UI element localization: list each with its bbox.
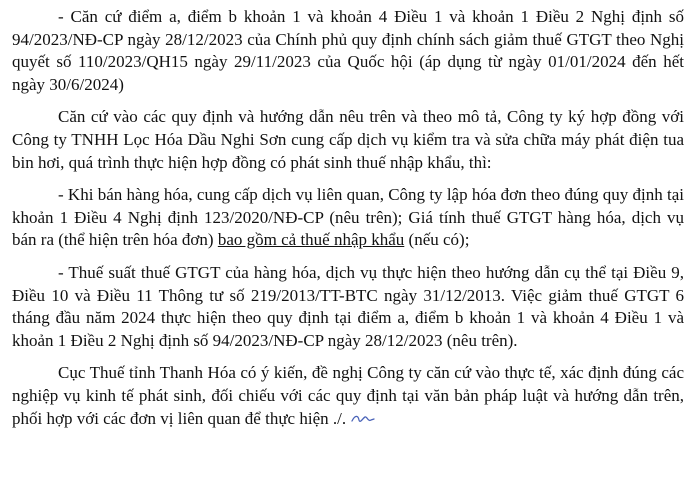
paragraph-legal-basis-decree-94: - Căn cứ điểm a, điểm b khoản 1 và khoản 4 Điều 1 và khoản 1 Điều 2 Nghị định số 94/2023/NĐ-CP ngày 28/12/2023 của Chính phủ quy định chính sách giảm thuế GTGT theo Nghị quyết số 110/2023/QH15 ngày 29/11/2023 của Quốc hội (áp dụng từ ngày 01/01/2024 đến hết ngày 30/6/2024)	[12, 7, 684, 94]
conclusion-text: Cục Thuế tỉnh Thanh Hóa có ý kiến, đề nghị Công ty căn cứ vào thực tế, xác định đúng các nghiệp vụ kinh tế phát sinh, đối chiếu với các quy định tại văn bản pháp luật và hướng dẫn trên, phối hợp với các đơn vị liên quan để thực hiện ./.	[12, 363, 684, 428]
paragraph-contract-context: Căn cứ vào các quy định và hướng dẫn nêu trên và theo mô tả, Công ty ký hợp đồng với Công ty TNHH Lọc Hóa Dầu Nghi Sơn cung cấp dịch vụ kiểm tra và sửa chữa máy phát điện tua bin hơi, quá trình thực hiện hợp đồng có phát sinh thuế nhập khẩu, thì:	[12, 107, 684, 172]
handwritten-initial-mark	[350, 412, 376, 426]
underlined-import-tax-phrase: bao gồm cả thuế nhập khẩu	[217, 230, 405, 250]
invoice-guidance-text: - Khi bán hàng hóa, cung cấp dịch vụ liên quan, Công ty lập hóa đơn theo đúng quy định tại khoản 1 Điều 4 Nghị định 123/2020/NĐ-CP (nêu trên); Giá tính thuế GTGT hàng hóa, dịch vụ bán ra (thể hiện trên hóa đơn)	[12, 185, 684, 250]
paragraph-conclusion	[12, 362, 684, 430]
paragraph-invoice-guidance	[12, 184, 684, 252]
invoice-guidance-suffix: (nếu có);	[404, 230, 470, 250]
paragraph-vat-rate: - Thuế suất thuế GTGT của hàng hóa, dịch vụ thực hiện theo hướng dẫn cụ thể tại Điều 9, Điều 10 và Điều 11 Thông tư số 219/2013/TT-BTC ngày 31/12/2013. Việc giảm thuế GTGT 6 tháng đầu năm 2024 thực hiện theo quy định tại điểm a, điểm b khoản 1 và khoản 4 Điều 1 và khoản 1 Điều 2 Nghị định số 94/2023/NĐ-CP ngày 28/12/2023 (nêu trên).	[12, 262, 684, 350]
